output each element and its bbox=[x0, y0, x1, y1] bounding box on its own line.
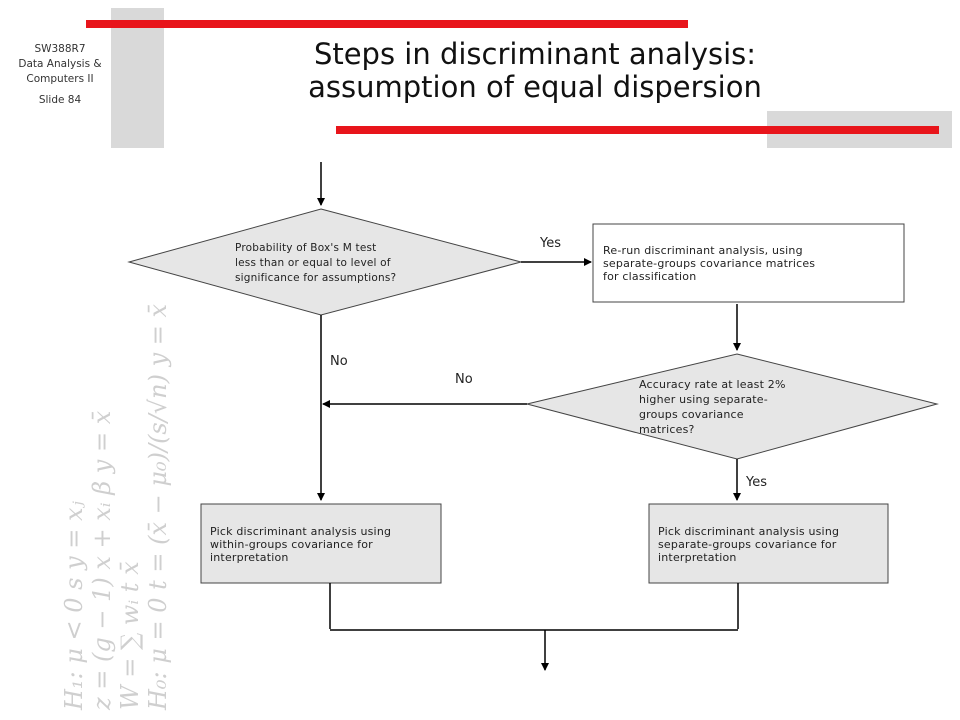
math-line: z = (g − 1) x + xᵢ β y = x̄ bbox=[88, 410, 116, 710]
math-line: H₁: μ < 0 s y = xⱼ bbox=[60, 501, 88, 710]
decision-boxs-m-text bbox=[235, 241, 396, 286]
text-line: separate-groups covariance matrices bbox=[603, 257, 816, 270]
course-line: Computers II bbox=[26, 73, 94, 85]
rerun-analysis-text bbox=[603, 244, 815, 283]
no-label-2: No bbox=[455, 372, 473, 387]
text-line: interpretation bbox=[658, 551, 737, 564]
within-groups-text bbox=[210, 525, 391, 564]
text-line: higher using separate- bbox=[639, 393, 768, 406]
text-line: interpretation bbox=[210, 551, 289, 564]
text-line: matrices? bbox=[639, 423, 695, 436]
text-line: significance for assumptions? bbox=[235, 272, 397, 284]
course-line: SW388R7 bbox=[34, 43, 86, 55]
text-line: Pick discriminant analysis using bbox=[658, 525, 840, 538]
yes-label-1: Yes bbox=[540, 236, 561, 251]
no-label-1: No bbox=[330, 354, 348, 369]
math-line: W = ∑ wᵢ t x̄ bbox=[116, 561, 144, 710]
text-line: Pick discriminant analysis using bbox=[210, 525, 392, 538]
text-line: Accuracy rate at least 2% bbox=[639, 378, 786, 391]
slide-number: Slide 84 bbox=[38, 94, 82, 106]
title-line-2: assumption of equal dispersion bbox=[308, 70, 762, 104]
text-line: separate-groups covariance for bbox=[658, 538, 837, 551]
text-line: less than or equal to level of bbox=[235, 257, 391, 269]
decision-accuracy-text bbox=[639, 377, 786, 437]
separate-groups-text bbox=[658, 525, 839, 564]
text-line: Probability of Box's M test bbox=[235, 242, 377, 254]
course-line: Data Analysis & bbox=[18, 58, 102, 70]
title-line-1: Steps in discriminant analysis: bbox=[313, 37, 757, 71]
yes-label-2: Yes bbox=[746, 475, 767, 490]
text-line: for classification bbox=[603, 270, 697, 283]
math-line: H₀: μ = 0 t = (x̄ − μ₀)/(s/√n) y = x̄ bbox=[144, 303, 172, 710]
text-line: Re-run discriminant analysis, using bbox=[603, 244, 803, 257]
text-line: groups covariance bbox=[639, 408, 744, 421]
text-line: within-groups covariance for bbox=[210, 538, 373, 551]
